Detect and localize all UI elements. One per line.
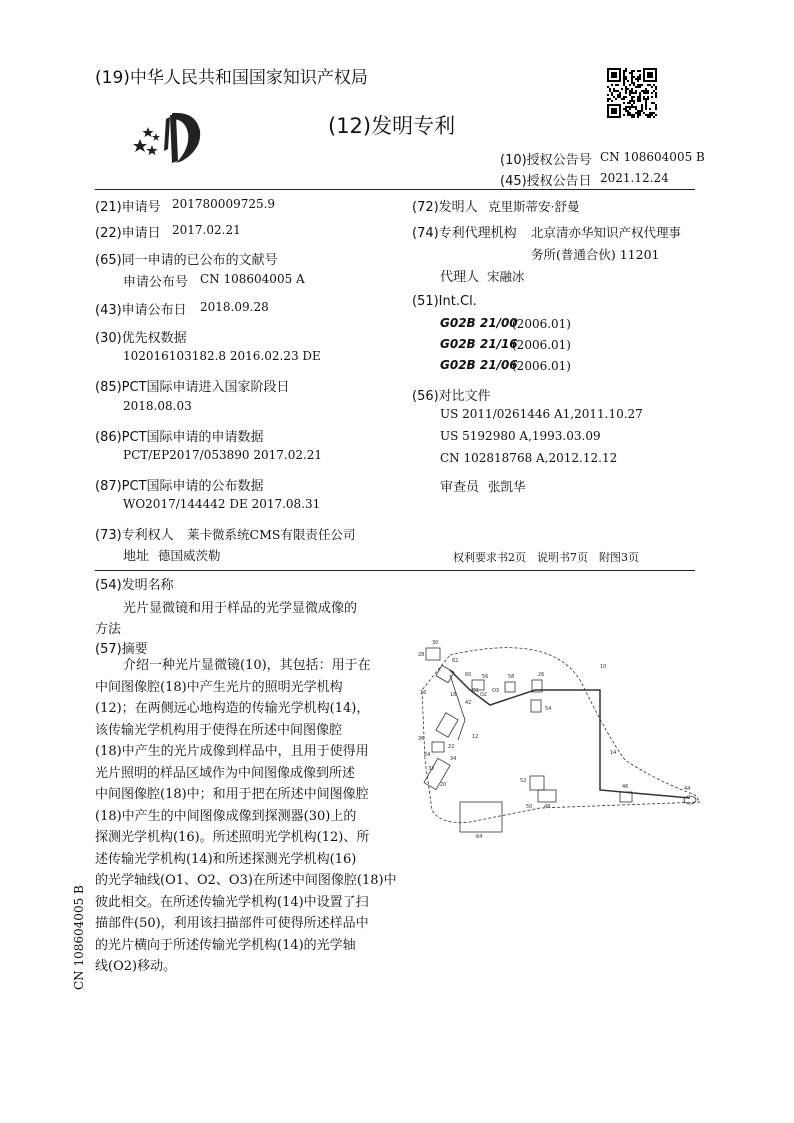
fig-label: 34 [450,756,457,762]
abstract-label: (57)摘要 [95,642,148,657]
references-label: (56)对比文件 [412,389,491,404]
address: 德国威茨勒 [158,548,221,563]
abstract-line: 的光片横向于所述传输光学机构(14)的光学轴 [95,937,356,953]
fig-label: 10 [600,664,607,670]
scanner-box [530,776,544,790]
biblio-divider [95,570,695,571]
lens-box [620,792,632,802]
cnipa-emblem-icon [130,105,210,167]
header-divider [95,189,695,190]
pct-entry-label: (85)PCT国际申请进入国家阶段日 [95,380,290,395]
inventor: 克里斯蒂安·舒曼 [488,199,580,214]
agency-line2: 务所(普通合伙) 11201 [531,247,660,262]
fig-label: 18 [450,692,457,698]
abstract-line: 探测光学机构(16)。所述照明光学机构(12)、所 [95,830,370,845]
representative-figure [410,630,710,845]
abstract-line: 光片照明的样品区域作为中间图像成像到所述 [95,765,356,781]
pct-app-data: PCT/EP2017/053890 2017.02.21 [123,448,323,462]
fig-label: 50 [526,804,533,810]
microscope-boundary [422,648,700,823]
fig-label: O2 [480,692,488,698]
intcl-version: (2006.01) [512,338,571,352]
intcl-code: G02B 21/06 [440,358,518,372]
fig-label: 20 [440,782,447,788]
fig-label: 48 [544,804,551,810]
fig-label: O1 [472,688,480,694]
pub-number: CN 108604005 A [200,272,305,286]
reference-item: CN 102818768 A,2012.12.12 [440,451,618,465]
abstract-line: 述传输光学机构(14)和所述探测光学机构(16) [95,851,357,867]
fig-label: 28 [418,652,425,658]
pub-date: 2018.09.28 [200,300,269,314]
beam-path [450,670,690,798]
fig-label: 56 [482,674,489,680]
abstract-line: (12)；在两侧远心地构造的传输光学机构(14)， [95,701,370,716]
lens-box [432,742,444,752]
pct-app-label: (86)PCT国际申请的申请数据 [95,430,264,445]
invention-title-cont: 方法 [95,622,122,637]
fig-label: 60 [465,672,472,678]
fig-label: 32 [428,766,435,772]
intcl-label: (51)Int.Cl. [412,294,477,309]
app-number-label: (21)申请号 [95,200,161,215]
intcl-code: G02B 21/16 [440,337,518,351]
abstract-line: 中间图像腔(18)中；和用于把在所述中间图像腔 [95,787,369,802]
fig-label: 52 [520,778,527,784]
abstract-line: 中间图像腔(18)中产生光片的照明光学机构 [95,679,343,695]
app-number: 201780009725.9 [172,197,276,211]
abstract-text [95,655,397,978]
abstract-line: (18)中产生的光片成像到样品中，且用于使得用 [95,744,369,759]
app-date-label: (22)申请日 [95,226,161,241]
agent-label: 代理人 [440,270,480,285]
abstract-line: 介绍一种光片显微镜(10)，其包括：用于在 [123,658,371,673]
priority-data: 102016103182.8 2016.02.23 DE [123,349,321,363]
fig-label: 64 [476,834,483,840]
pct-pub-data: WO2017/144442 DE 2017.08.31 [123,497,321,511]
fig-label: 58 [508,674,515,680]
title-label: (54)发明名称 [95,578,174,593]
abstract-line: 线(O2)移动。 [95,959,177,974]
qr-code-icon [607,68,657,118]
side-patent-number: CN 108604005 B [72,885,86,990]
agency-label: (74)专利代理机构 [412,226,517,241]
priority-label: (30)优先权数据 [95,331,187,346]
grant-number: CN 108604005 B [600,150,705,164]
fig-label: 26 [538,672,545,678]
fig-label: 30 [432,640,439,646]
examiner: 张凯华 [488,479,526,494]
inventor-label: (72)发明人 [412,200,478,215]
pub-doc-label: (65)同一申请的已公布的文献号 [95,253,278,268]
fig-label: 36 [418,736,425,742]
document-type: (12)发明专利 [328,114,456,138]
fig-label: 12 [472,734,479,740]
reference-item: US 5192980 A,1993.03.09 [440,429,601,443]
abstract-line: (18)中产生的中间图像成像到探测器(30)上的 [95,808,357,824]
reference-item: US 2011/0261446 A1,2011.10.27 [440,407,643,421]
sample-ellipse [684,796,696,804]
fig-label: 62 [452,658,459,664]
fig-label: O3 [492,688,500,694]
patentee: 莱卡微系统CMS有限责任公司 [187,527,356,542]
pub-date-label: (43)申请公布日 [95,303,187,318]
agent: 宋融冰 [487,269,525,284]
intcl-version: (2006.01) [512,359,571,373]
office-name: (19)中华人民共和国国家知识产权局 [95,68,368,88]
fig-label: 16 [420,690,427,696]
pct-entry-date: 2018.08.03 [123,399,192,413]
fig-label: 44 [684,786,691,792]
grant-date: 2021.12.24 [600,171,669,185]
page-counts: 权利要求书2页 说明书7页 附图3页 [453,551,639,564]
fig-label: 42 [465,700,472,706]
invention-title: 光片显微镜和用于样品的光学显微成像的 [123,601,358,616]
intcl-code: G02B 21/00 [440,316,518,330]
abstract-line: 彼此相交。在所述传输光学机构(14)中设置了扫 [95,894,369,910]
agency-line1: 北京清亦华知识产权代理事 [531,225,682,240]
lens-box [505,682,515,692]
grant-number-label: (10)授权公告号 [500,153,592,168]
lens-box [531,700,541,712]
intcl-version: (2006.01) [512,317,571,331]
abstract-line: 描部件(50)，利用该扫描部件可使得所述样品中 [95,916,369,931]
fig-label: 22 [448,744,455,750]
abstract-line: 该传输光学机构用于使得在所述中间图像腔 [95,722,343,738]
grant-date-label: (45)授权公告日 [500,174,592,189]
fig-label: 46 [622,784,629,790]
fig-label: 54 [545,706,552,712]
address-label: 地址 [123,549,150,564]
detector-box [426,648,440,660]
patentee-label: (73)专利权人 [95,528,174,543]
pub-number-label: 申请公布号 [123,275,189,290]
app-date: 2017.02.21 [172,223,241,237]
illumination-lens [436,713,458,737]
lens-box [538,790,556,802]
pct-pub-label: (87)PCT国际申请的公布数据 [95,479,264,494]
fig-label: 24 [424,752,431,758]
abstract-line: 的光学轴线(O1、O2、O3)在所述中间图像腔(18)中 [95,873,397,888]
examiner-label: 审查员 [440,480,480,495]
fig-label: 14 [610,750,617,756]
